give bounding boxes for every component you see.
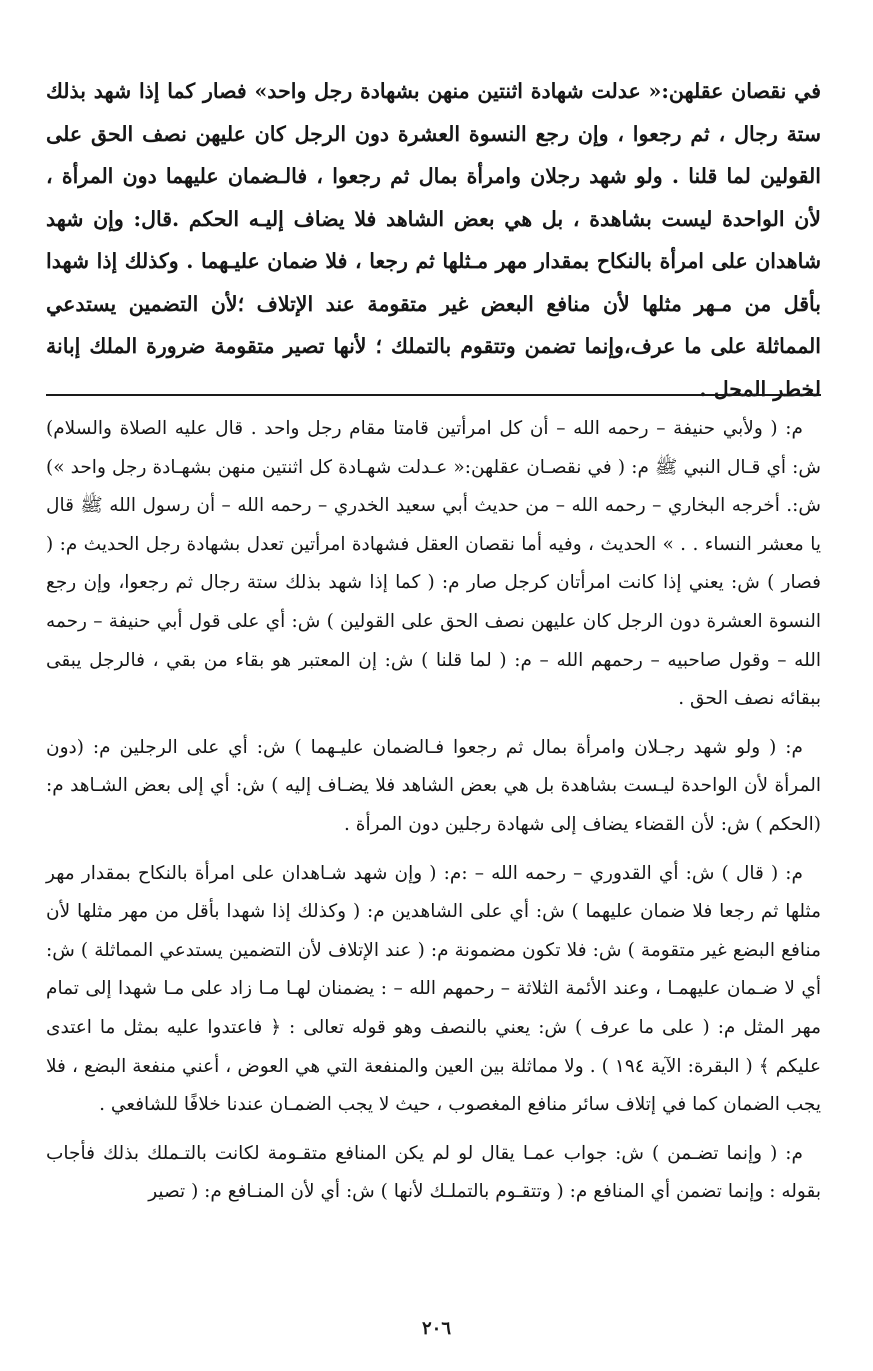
commentary-paragraph-1: م: ( ولأبي حنيفة – رحمه الله – أن كل امرأتين قامتا مقام رجل واحد . قال عليه الصلاة والسلام) ش: أي قـال النبي ﷺ م: ( في نقصـان عقلهن:« عـدلت شهـادة كل اثنتين منهن بشهـادة رجل واحد ») ش:. أخرجه البخاري – رحمه الله – من حديث أبي سعيد الخدري – رحمه الله – أن رسول الله ﷺ قال يا معشر النساء . . » الحديث ، وفيه أما نقصان العقل فشهادة امرأتين تعدل بشهادة رجل الحديث م: ( فصار ) ش: يعني إذا كانت امرأتان كرجل صار م: ( كما إذا شهد بذلك ستة رجال ثم رجعوا، وإن رجع النسوة العشرة دون الرجل كان عليهن نصف الحق على القولين ) ش: أي على قول أبي حنيفة – رحمه الله – وقول صاحبيه – رحمهم الله – م: ( لما قلنا ) ش: إن المعتبر هو بقاء من بقي ، فالرجل يبقى ببقائه نصف الحق . xyxy=(46,418,821,710)
commentary-paragraph-2: م: ( ولو شهد رجـلان وامرأة بمال ثم رجعوا فـالضمان عليـهما ) ش: أي على الرجلين م: (دون المرأة لأن الواحدة ليـست بشاهدة بل هي بعض الشاهد فلا يضـاف إليه ) ش: أي إلى بعض الشـاهد م: (الحكم ) ش: لأن القضاء يضاف إلى شهادة رجلين دون المرأة . xyxy=(46,736,821,835)
text-divider-line xyxy=(46,394,821,396)
main-text-paragraph: في نقصان عقلهن:« عدلت شهادة اثنتين منهن بشهادة رجل واحد» فصار كما إذا شهد بذلك ستة رجال ، ثم رجعوا ، وإن رجع النسوة العشرة دون الرجل كان عليهن نصف الحق على القولين لما قلنا . ولو شهد رجلان وامرأة بمال ثم رجعوا ، فالـضمان عليهما دون المرأة ، لأن الواحدة ليست بشاهدة ، بل هي بعض الشاهد فلا يضاف إليـه الحكم .قال: وإن شهد شاهدان على امرأة بالنكاح بمقدار مهر مـثلها ثم رجعا ، فلا ضمان عليـهما . وكذلك إذا شهدا بأقل من مـهر مثلها لأن منافع البعض غير متقومة عند الإتلاف ؛لأن التضمين يستدعي المماثلة على ما عرف،وإنما تضمن وتتقوم بالتملك ؛ لأنها تصير متقومة ضرورة الملك إبانة لخطر المحل . xyxy=(46,79,821,401)
commentary-section xyxy=(46,410,821,1222)
commentary-paragraph-4: م: ( وإنما تضـمن ) ش: جواب عمـا يقال لو لم يكن المنافع متقـومة لكانت بالتـملك بذلك فأجاب بقوله : وإنما تضمن أي المنافع م: ( وتتقـوم بالتملـك لأنها ) ش: أي لأن المنـافع م: ( تصير xyxy=(46,1142,821,1203)
page-number: ٢٠٦ xyxy=(421,1318,451,1339)
commentary-paragraph-3: م: ( قال ) ش: أي القدوري – رحمه الله – :م: ( وإن شهد شـاهدان على امرأة بالنكاح بمقدار مهر مثلها ثم رجعا فلا ضمان عليهما ) ش: أي على الشاهدين م: ( وكذلك إذا شهدا بأقل من مهر مثلها لأن منافع البضع غير متقومة ) ش: فلا تكون مضمونة م: ( عند الإتلاف لأن التضمين يستدعي المماثلة ) ش: أي لا ضـمان عليهمـا ، وعند الأئمة الثلاثة – رحمهم الله – : يضمنان لهـا مـا زاد على مـا شهدا إلى تمام مهر المثل م: ( على ما عرف ) ش: يعني بالنصف وهو قوله تعالى : ﴿ فاعتدوا عليه بمثل ما اعتدى عليكم ﴾ ( البقرة: الآية ١٩٤ ) . ولا مماثلة بين العين والمنفعة التي هي العوض ، أعني منفعة البضع ، فلا يجب الضمان كما في إتلاف سائر منافع المغصوب ، حيث لا يجب الضمـان عندنا خلافًا للشافعي . xyxy=(46,862,821,1116)
